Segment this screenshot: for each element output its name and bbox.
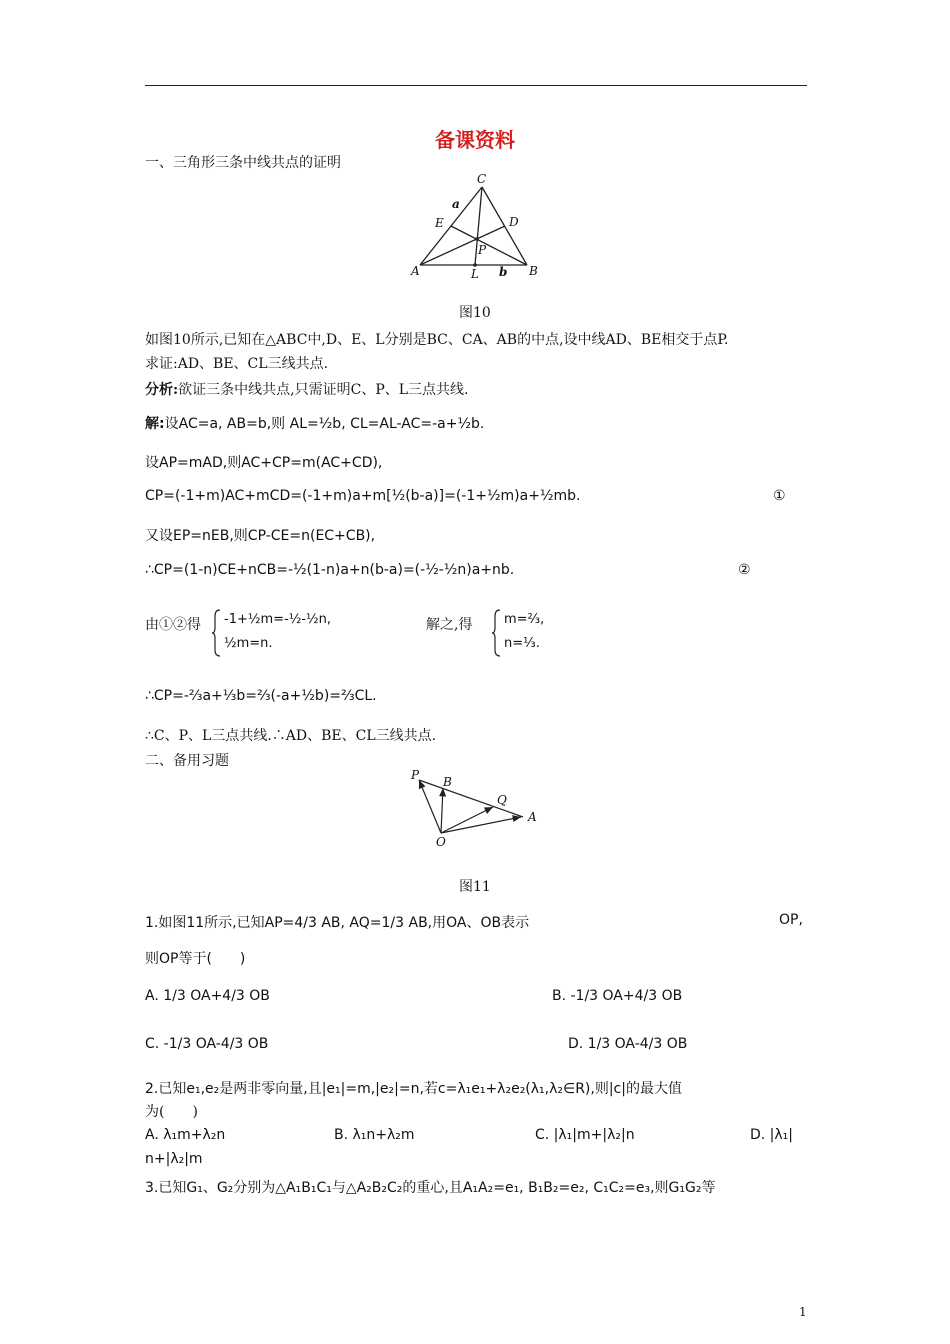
figure-10-caption: 图10: [459, 305, 491, 321]
solution-label: 解:: [145, 416, 165, 432]
system-intro: 由①②得: [145, 617, 201, 633]
label-e: E: [435, 216, 444, 230]
q3-stem: 3.已知G₁、G₂分别为△A₁B₁C₁与△A₂B₂C₂的重心,且A₁A₂=e₁, B₁B₂=e₂, C₁C₂=e₃,则G₁G₂等: [145, 1180, 716, 1196]
label-c: C: [477, 172, 487, 186]
q2-option-d-cont: n+|λ₂|m: [145, 1151, 203, 1167]
left-brace-2: [492, 608, 502, 658]
label-a-vector: a: [452, 197, 460, 211]
proof-line-3: [145, 379, 469, 399]
q1-option-a: A. 1/3 OA+4/3 OB: [145, 988, 270, 1004]
equation-number-2: ②: [738, 562, 751, 578]
line-pa: [419, 780, 523, 817]
proof-line-1: 如图10所示,已知在△ABC中,D、E、L分别是BC、CA、AB的中点,设中线AD、BE相交于点P.: [145, 332, 729, 348]
proof-line-2: 求证:AD、BE、CL三线共点.: [145, 356, 329, 372]
system2-eq2: n=⅓.: [504, 636, 540, 651]
point-p-dot: [475, 237, 479, 241]
left-brace-1: [212, 608, 222, 658]
vector-oq: [441, 807, 493, 833]
system2-eq1: m=⅔,: [504, 612, 545, 627]
vector-ob: [441, 788, 443, 833]
q1-option-d: D. 1/3 OA-4/3 OB: [568, 1036, 688, 1052]
label-p: P: [478, 243, 487, 257]
q1-stem-2: 则OP等于( ): [145, 951, 246, 967]
proof-line-10: ∴CP=-⅔a+⅓b=⅔(-a+½b)=⅔CL.: [145, 688, 377, 704]
system1-eq1: -1+½m=-½-½n,: [224, 612, 331, 627]
analysis-text: 欲证三条中线共点,只需证明C、P、L三点共线.: [178, 382, 469, 398]
q2-option-a: A. λ₁m+λ₂n: [145, 1127, 226, 1143]
label-a: A: [528, 810, 537, 824]
equation-number-1: ①: [773, 488, 786, 504]
label-d: D: [509, 215, 519, 229]
proof-line-7: 又设EP=nEB,则CP-CE=n(EC+CB),: [145, 528, 376, 544]
header-rule: [145, 85, 807, 86]
figure-10-triangle: [405, 172, 545, 282]
vector-op: [419, 780, 441, 833]
q1-option-b: B. -1/3 OA+4/3 OB: [552, 988, 683, 1004]
figure-11-vectors: [405, 767, 545, 849]
q2-stem-2: 为( ): [145, 1104, 198, 1120]
q2-option-b: B. λ₁n+λ₂m: [334, 1127, 415, 1143]
label-p: P: [411, 768, 420, 782]
q2-stem: 2.已知e₁,e₂是两非零向量,且|e₁|=m,|e₂|=n,若c=λ₁e₁+λ₂e₂(λ₁,λ₂∈R),则|c|的最大值: [145, 1081, 682, 1097]
label-a: A: [411, 264, 420, 278]
proof-line-11: ∴C、P、L三点共线.∴AD、BE、CL三线共点.: [145, 728, 437, 744]
page-number: 1: [799, 1305, 807, 1319]
label-b: B: [443, 775, 452, 789]
label-b: B: [529, 264, 538, 278]
section1-heading: 一、三角形三条中线共点的证明: [145, 155, 341, 171]
q1-stem: 1.如图11所示,已知AP=4/3 AB, AQ=1/3 AB,用OA、OB表示: [145, 915, 530, 931]
proof-line-4: [145, 413, 484, 433]
label-q: Q: [497, 793, 507, 807]
q1-option-c: C. -1/3 OA-4/3 OB: [145, 1036, 269, 1052]
proof-line-8: ∴CP=(1-n)CE+nCB=-½(1-n)a+n(b-a)=(-½-½n)a+nb.: [145, 562, 515, 578]
vector-oa: [441, 817, 521, 833]
solve-text: 解之,得: [426, 617, 473, 633]
figure-11-caption: 图11: [459, 879, 491, 895]
proof-line-5: 设AP=mAD,则AC+CP=m(AC+CD),: [145, 455, 383, 471]
section2-heading: 二、备用习题: [145, 753, 229, 769]
label-l: L: [471, 267, 479, 281]
system1-eq2: ½m=n.: [224, 636, 273, 651]
page-title: 备课资料: [435, 128, 515, 152]
q1-stem-end: OP,: [779, 912, 803, 928]
analysis-label: 分析:: [145, 382, 179, 398]
label-o: O: [436, 835, 446, 849]
proof-line-6: CP=(-1+m)AC+mCD=(-1+m)a+m[½(b-a)]=(-1+½m)a+½mb.: [145, 488, 581, 504]
q2-option-c: C. |λ₁|m+|λ₂|n: [535, 1127, 635, 1143]
q2-option-d: D. |λ₁|: [750, 1127, 794, 1143]
label-b-vector: b: [499, 265, 508, 279]
solution-text: 设AC=a, AB=b,则 AL=½b, CL=AL-AC=-a+½b.: [164, 416, 485, 432]
